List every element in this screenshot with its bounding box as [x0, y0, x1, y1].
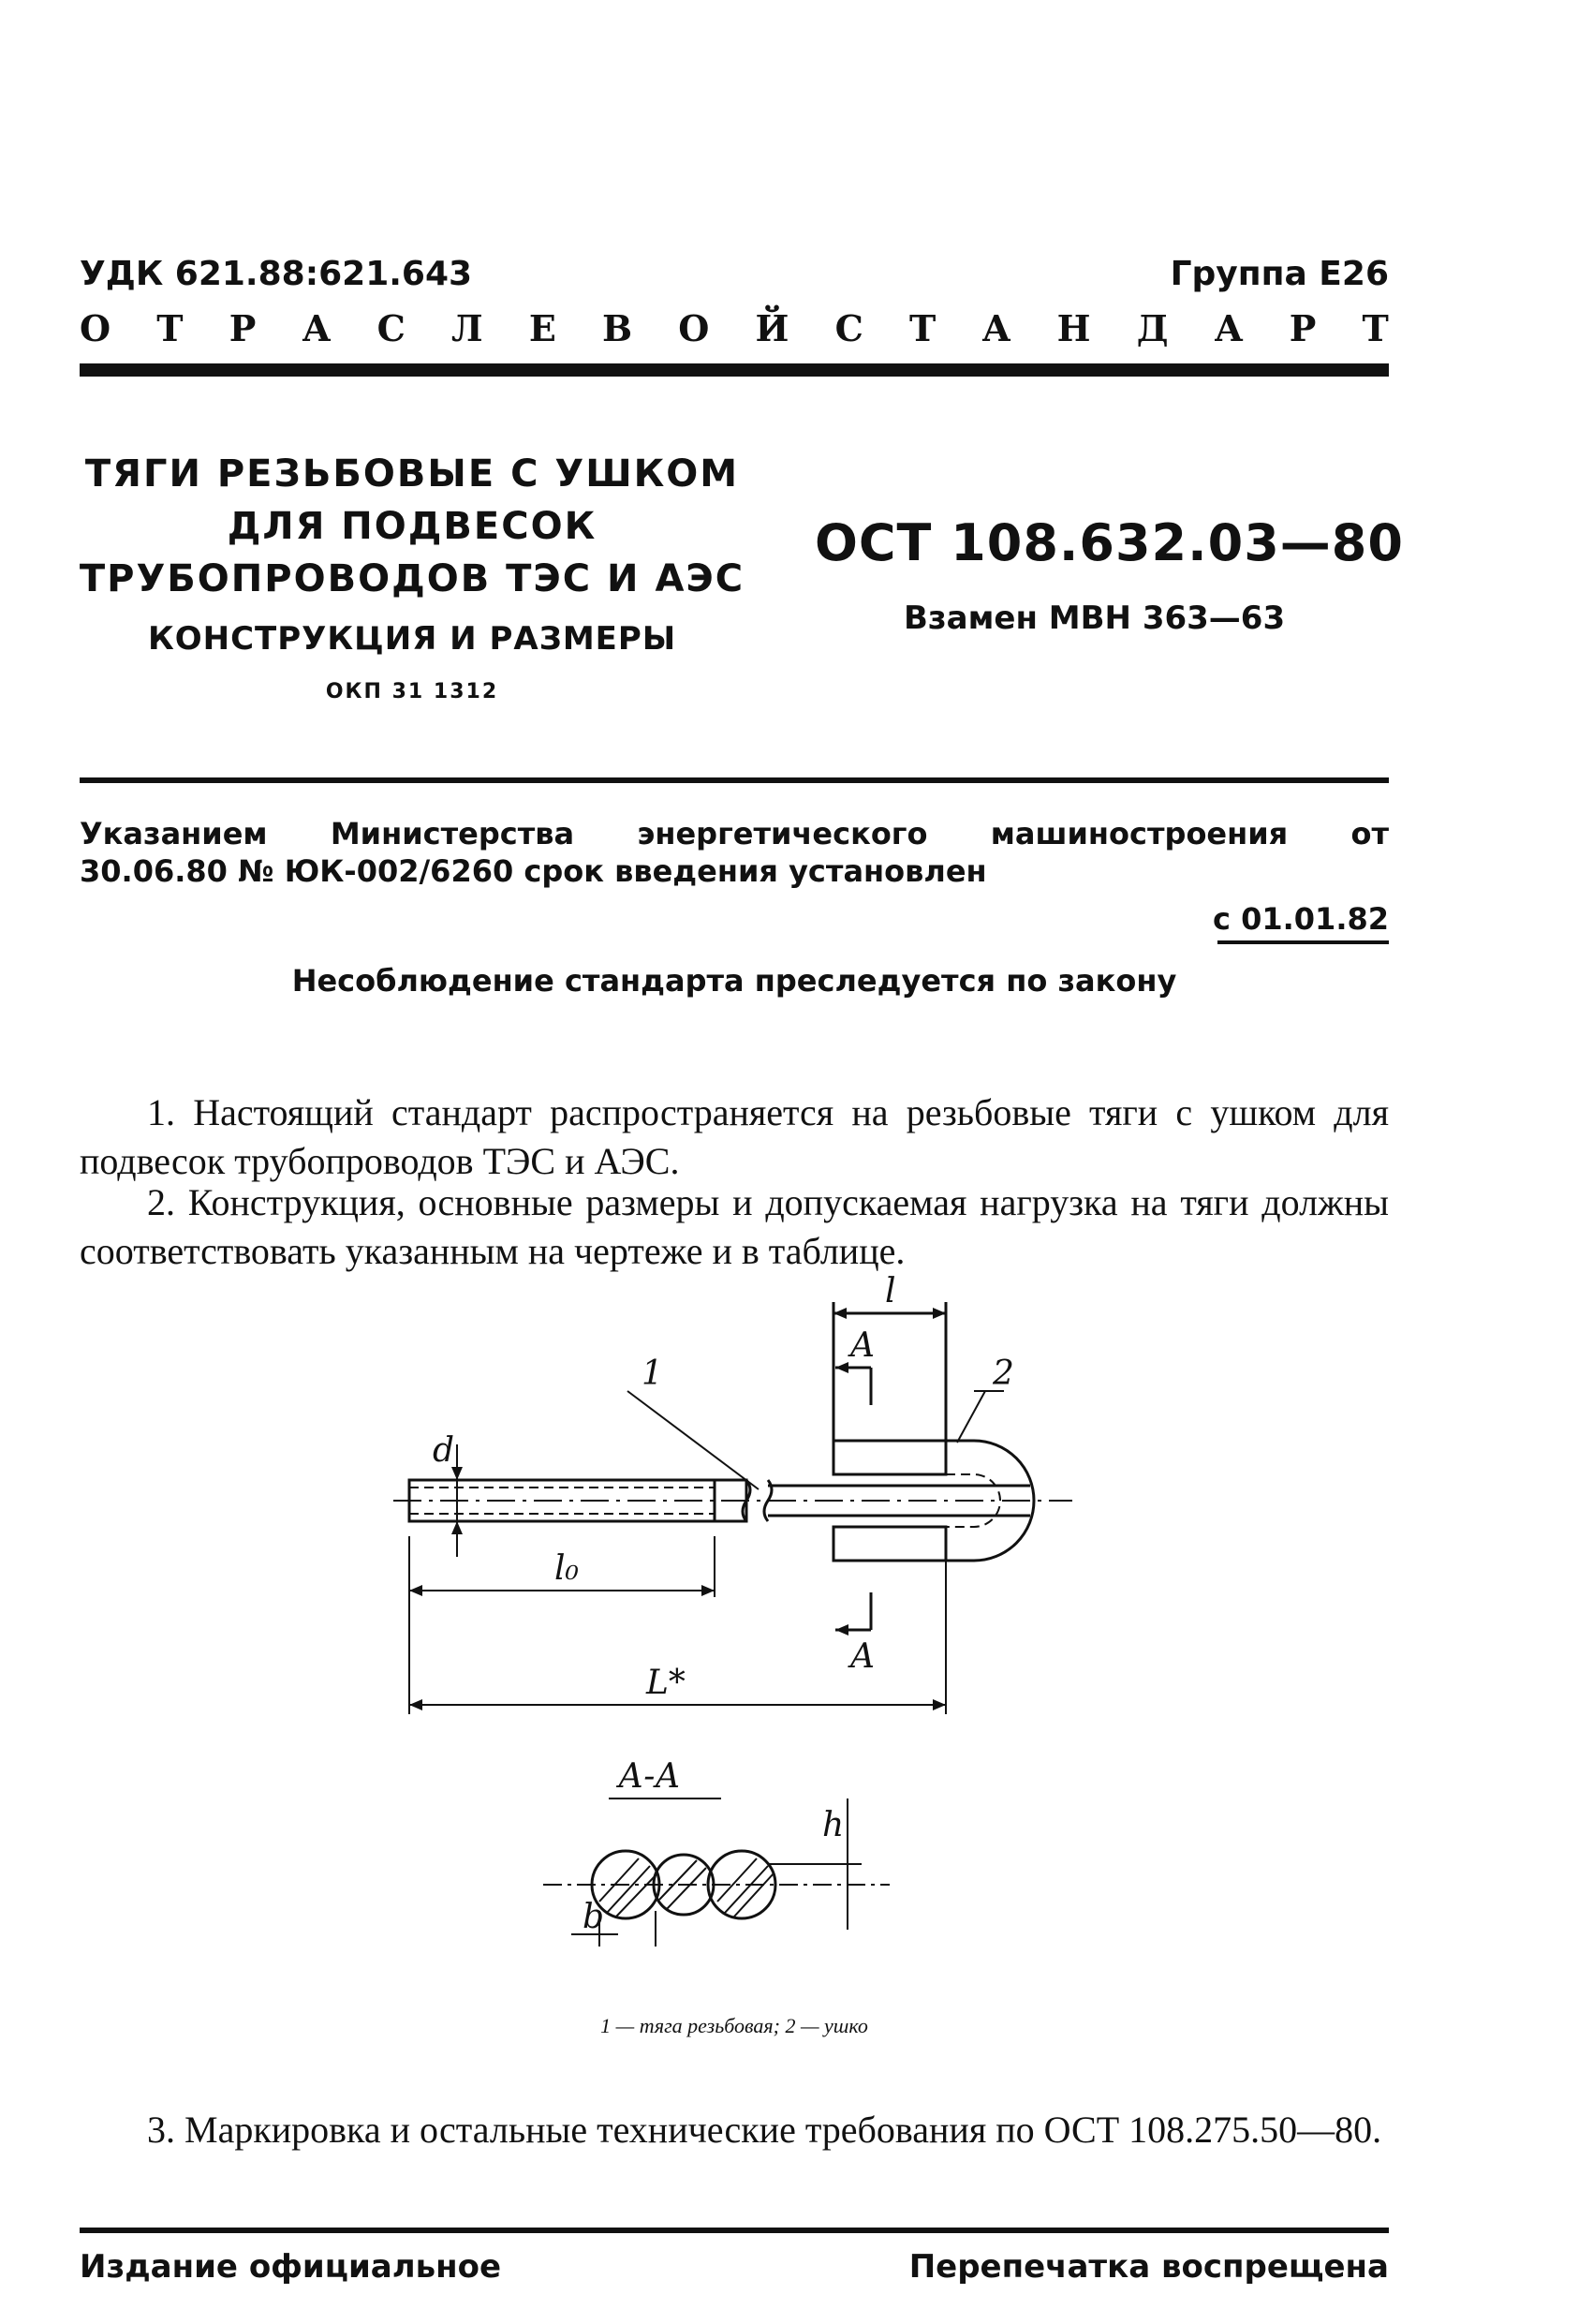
banner-letter: С [376, 307, 406, 349]
title-line-1: ТЯГИ РЕЗЬБОВЫЕ С УШКОМ [84, 452, 740, 496]
section-title: А-А [618, 1757, 681, 1796]
section-hatching [599, 1858, 774, 1917]
banner-letter: А [1214, 307, 1244, 349]
banner-letter: Н [1056, 307, 1091, 349]
decree-text [80, 815, 1389, 890]
paragraph-1: 1. Настоящий стандарт распространяется на резьбовые тяги с ушком для подвесок трубопроводов ТЭС и АЭС. [80, 1091, 1389, 1182]
law-notice: Несоблюдение стандарта преследуется по закону [291, 963, 1177, 999]
divider-bottom [80, 2228, 1389, 2233]
banner-letter: О [678, 307, 710, 349]
decree-word: Министерства [330, 816, 575, 851]
label-l0: l₀ [554, 1549, 579, 1588]
replaces-note: Взамен МВН 363—63 [904, 600, 1286, 637]
document-title [56, 448, 768, 605]
label-h: h [822, 1806, 845, 1844]
banner-letter: Д [1136, 307, 1169, 349]
banner-letter: Е [528, 307, 556, 349]
label-a-top: A [850, 1326, 875, 1365]
technical-drawing [375, 1274, 1124, 2014]
effective-date-underline [1217, 940, 1389, 944]
banner-letter: Т [1362, 307, 1389, 349]
label-part-2: 2 [993, 1354, 1014, 1393]
decree-word: Указанием [80, 816, 268, 851]
decree-word: машиностроения [990, 816, 1289, 851]
standard-number: ОСТ 108.632.03—80 [815, 513, 1404, 572]
figure-caption: 1 — тяга резьбовая; 2 — ушко [600, 2014, 868, 2037]
paragraph-3: 3. Маркировка и остальные технические требования по ОСТ 108.275.50—80. [147, 2109, 1382, 2151]
paragraph-2: 2. Конструкция, основные размеры и допускаемая нагрузка на тяги должны соответствовать указанным на чертеже и в таблице. [80, 1181, 1389, 1272]
banner-letter: Й [755, 307, 789, 349]
effective-date: с 01.01.82 [1212, 901, 1389, 937]
header-rule [80, 363, 1389, 377]
banner-letter: С [834, 307, 863, 349]
label-part-1: 1 [642, 1354, 663, 1393]
decree-word: энергетического [637, 816, 928, 851]
label-a-bottom: A [850, 1637, 875, 1676]
banner-letter: А [302, 307, 332, 349]
footer-official-edition: Издание официальное [80, 2248, 502, 2286]
label-d: d [433, 1431, 455, 1470]
label-l: l [885, 1274, 896, 1310]
decree-line-1 [80, 815, 1389, 852]
title-line-3: ТРУБОПРОВОДОВ ТЭС И АЭС [79, 557, 745, 600]
banner-letter: В [601, 307, 633, 349]
title-line-2: ДЛЯ ПОДВЕСОК [227, 505, 597, 548]
banner-letter: Т [909, 307, 937, 349]
banner-letter: Т [156, 307, 184, 349]
udk-code: УДК 621.88:621.643 [80, 255, 473, 293]
label-b: b [583, 1898, 605, 1936]
standard-type-banner [80, 307, 1389, 349]
label-l-star: L* [646, 1664, 686, 1702]
divider-top [80, 777, 1389, 783]
decree-word: от [1350, 816, 1389, 851]
banner-letter: Л [451, 307, 483, 349]
banner-letter: О [80, 307, 111, 349]
decree-line-2: 30.06.80 № ЮК-002/6260 срок введения установлен [80, 853, 987, 889]
okp-code: ОКП 31 1312 [325, 680, 499, 703]
document-subtitle: КОНСТРУКЦИЯ И РАЗМЕРЫ [147, 620, 677, 658]
banner-letter: Р [229, 307, 257, 349]
footer-reprint-notice: Перепечатка воспрещена [908, 2248, 1389, 2286]
banner-letter: Р [1289, 307, 1317, 349]
group-code: Группа Е26 [1170, 255, 1389, 293]
banner-letter: А [981, 307, 1011, 349]
